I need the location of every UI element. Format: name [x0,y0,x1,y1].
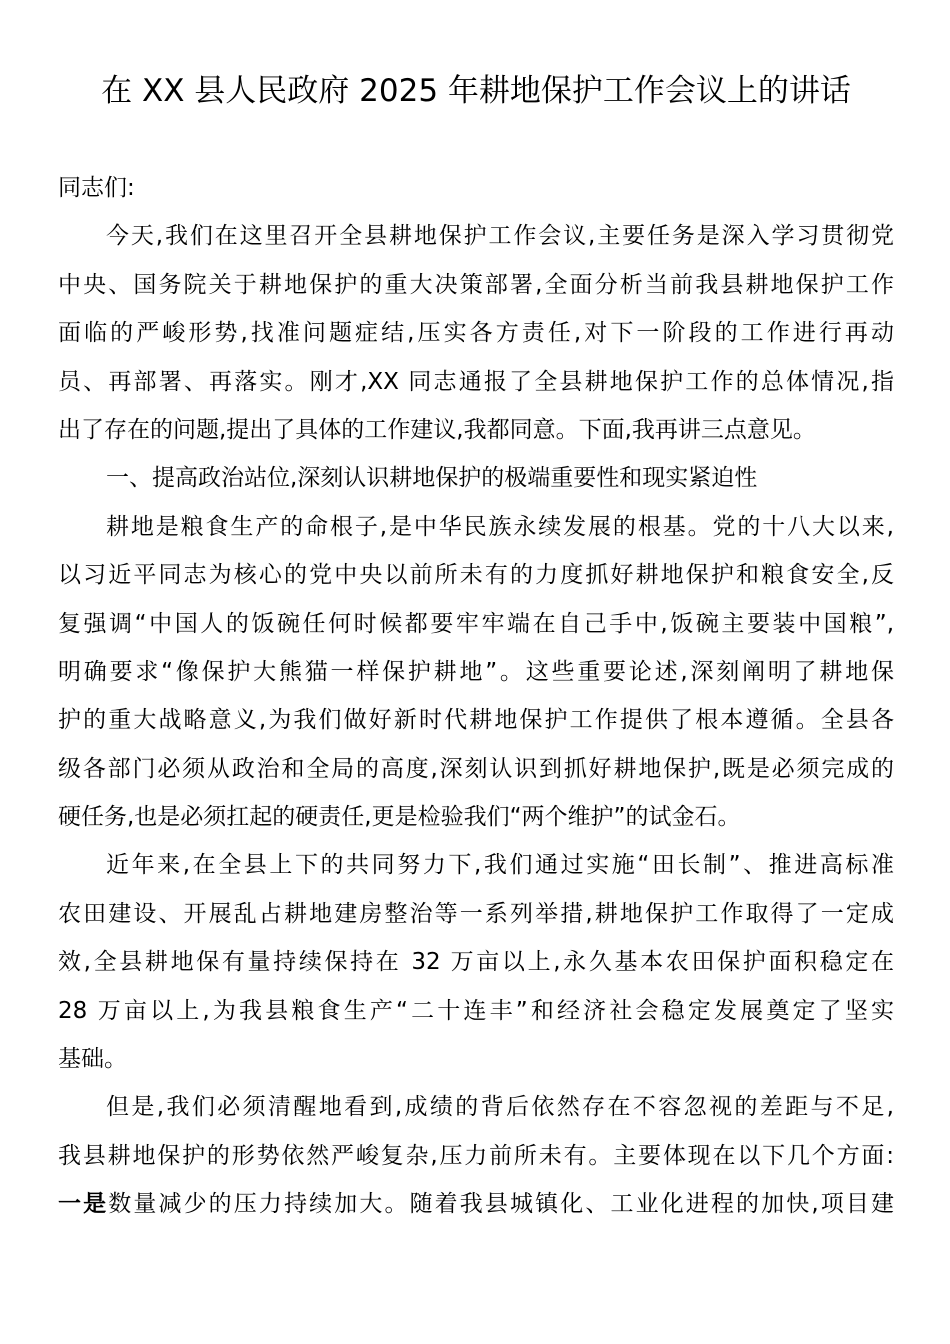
text-line: 以习近平同志为核心的党中央以前所未有的力度抓好耕地保护和粮食安全,反 [58,562,894,589]
text-line: 护的重大战略意义,为我们做好新时代耕地保护工作提供了根本遵循。全县各 [58,707,894,734]
text-line: 级各部门必须从政治和全局的高度,深刻认识到抓好耕地保护,既是必须完成的 [58,755,894,782]
text-line: 我县耕地保护的形势依然严峻复杂,压力前所未有。主要体现在以下几个方面: [58,1142,894,1169]
section-heading: 一、提高政治站位,深刻认识耕地保护的极端重要性和现实紧迫性 [106,465,758,492]
final-line [58,1180,894,1228]
text-line: 但是,我们必须清醒地看到,成绩的背后依然存在不容忽视的差距与不足, [106,1094,894,1121]
final-line-text: 数量减少的压力持续加大。随着我县城镇化、工业化进程的加快,项目建 [108,1191,895,1218]
text-line: 效,全县耕地保有量持续保持在 32 万亩以上,永久基本农田保护面积稳定在 [58,949,894,976]
text-line: 今天,我们在这里召开全县耕地保护工作会议,主要任务是深入学习贯彻党 [106,223,894,250]
text-line: 面临的严峻形势,找准问题症结,压实各方责任,对下一阶段的工作进行再动 [58,320,894,347]
text-line: 明确要求“像保护大熊猫一样保护耕地”。这些重要论述,深刻阐明了耕地保 [58,658,894,685]
text-line: 近年来,在全县上下的共同努力下,我们通过实施“田长制”、推进高标准 [106,852,894,879]
text-line: 农田建设、开展乱占耕地建房整治等一系列举措,耕地保护工作取得了一定成 [58,900,894,927]
document-title: 在 XX 县人民政府 2025 年耕地保护工作会议上的讲话 [101,73,851,109]
text-line: 28 万亩以上,为我县粮食生产“二十连丰”和经济社会稳定发展奠定了坚实 [58,997,894,1024]
text-line: 耕地是粮食生产的命根子,是中华民族永续发展的根基。党的十八大以来, [106,513,894,540]
text-line: 员、再部署、再落实。刚才,XX 同志通报了全县耕地保护工作的总体情况,指 [58,368,894,395]
text-line: 中央、国务院关于耕地保护的重大决策部署,全面分析当前我县耕地保护工作 [58,271,894,298]
document-body [58,164,894,1229]
paragraph-lines [58,212,894,1180]
point-marker: 一是 [58,1191,109,1218]
text-line: 出了存在的问题,提出了具体的工作建议,我都同意。下面,我再讲三点意见。 [58,416,816,443]
salutation: 同志们: [58,175,135,201]
text-line: 硬任务,也是必须扛起的硬责任,更是检验我们“两个维护”的试金石。 [58,804,741,831]
text-line: 复强调“中国人的饭碗任何时候都要牢牢端在自己手中,饭碗主要装中国粮”, [58,610,894,637]
text-line: 基础。 [58,1046,127,1073]
